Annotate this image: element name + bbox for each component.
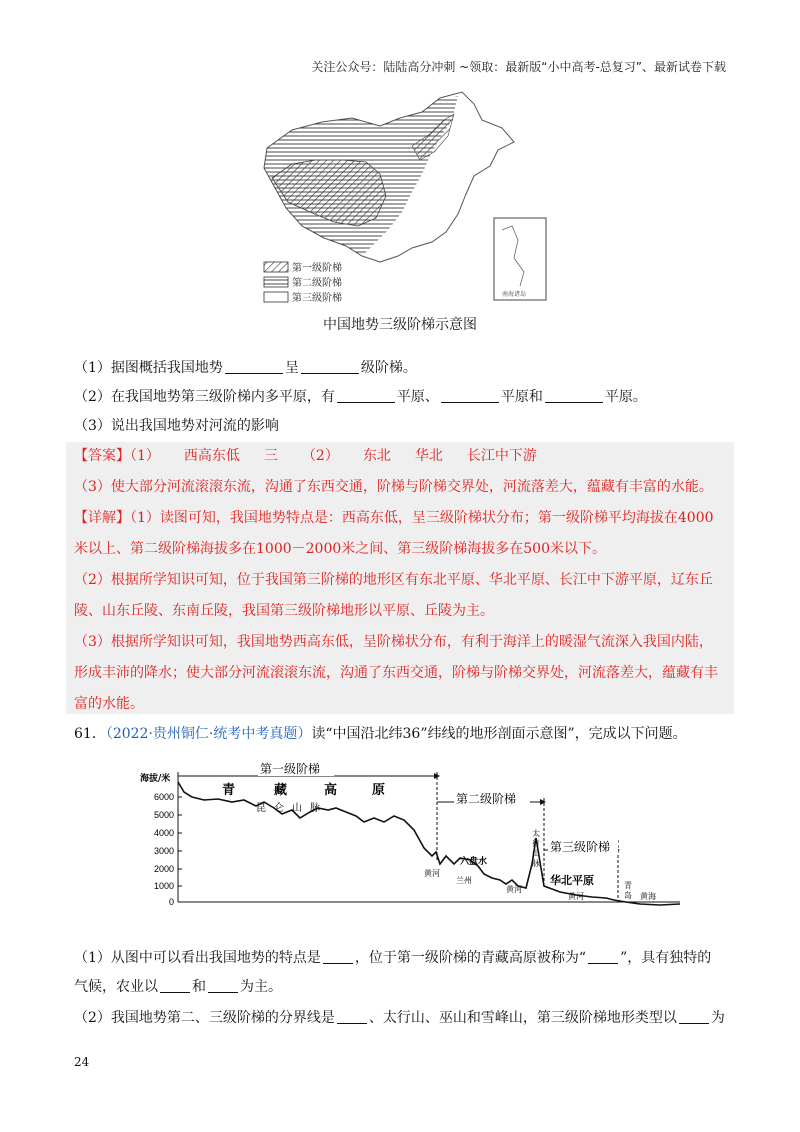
svg-text:青: 青 xyxy=(222,783,236,798)
inset-label: 南海诸岛 xyxy=(502,291,527,298)
huanghe-label-2: 黄河 xyxy=(506,885,522,894)
q60-part3: （3）说出我国地势对河流的影响 xyxy=(74,418,279,434)
svg-text:高: 高 xyxy=(324,783,338,798)
legend-swatch-second xyxy=(264,277,288,287)
svg-text:山: 山 xyxy=(292,803,302,814)
detail-line-5: （3）根据所学知识可知，我国地势西高东低，呈阶梯状分布，有利于海洋上的暖湿气流深入我国内陆， xyxy=(74,634,713,650)
svg-text:行: 行 xyxy=(532,839,540,848)
y-ticks xyxy=(154,792,174,907)
svg-text:原: 原 xyxy=(372,783,386,798)
legend-swatch-first xyxy=(264,262,288,272)
y-tick: 6000 xyxy=(153,792,174,802)
y-tick: 0 xyxy=(168,897,174,907)
huanghe-label-3: 黄河 xyxy=(568,892,584,901)
answer-line-1: 【答案】（1） 西高东低 三 （2） 东北 华北 长江中下游 xyxy=(74,448,537,464)
legend-third: 第三级阶梯 xyxy=(292,293,342,304)
taihang-label xyxy=(532,828,540,868)
q60-part2: （2）在我国地势第三级阶梯内多平原，有 平原、 平原和 平原。 xyxy=(74,389,647,405)
answer-line-2: （3）使大部分河流滚滚东流，沟通了东西交通，阶梯与阶梯交界处，河流落差大，蕴藏有丰富的水能。 xyxy=(74,479,713,495)
svg-text:脉: 脉 xyxy=(532,859,540,868)
y-axis-title: 海拔/米 xyxy=(140,774,171,784)
legend-first: 第一级阶梯 xyxy=(292,263,342,274)
map-caption: 中国地势三级阶梯示意图 xyxy=(323,317,477,333)
q60-part1: （1）据图概括我国地势 呈 级阶梯。 xyxy=(74,360,417,376)
svg-text:藏: 藏 xyxy=(274,783,288,798)
huabei-label: 华北平原 xyxy=(550,874,594,887)
y-tick: 5000 xyxy=(153,810,174,820)
terrain-profile-figure xyxy=(140,752,684,917)
svg-text:脉: 脉 xyxy=(310,803,320,814)
step3-label: 第三级阶梯 xyxy=(550,840,611,854)
svg-text:山: 山 xyxy=(532,849,540,858)
svg-text:岛: 岛 xyxy=(624,891,632,900)
detail-line-2: 米以上、第二级阶梯海拔多在1000－2000米之间、第三级阶梯海拔多在500米以下。 xyxy=(74,541,606,557)
first-step-area xyxy=(272,160,386,226)
lanzhou-label: 兰州 xyxy=(456,876,472,885)
q61-stem: 61．（2022·贵州铜仁·统考中考真题）读“中国沿北纬36”纬线的地形剖面示意图”，完成以下问题。 xyxy=(74,726,687,742)
page-number: 24 xyxy=(74,1055,90,1069)
legend-swatch-third xyxy=(264,292,288,302)
y-tick: 2000 xyxy=(153,864,174,874)
svg-text:青: 青 xyxy=(624,881,632,890)
liupan-label: 六盘水 xyxy=(460,857,488,867)
south-china-sea-inset xyxy=(494,218,546,300)
detail-line-1: 【详解】（1）读图可知，我国地势特点是：西高东低，呈三级阶梯状分布；第一级阶梯平均海拔在4000 xyxy=(74,510,714,526)
svg-text:仑: 仑 xyxy=(274,803,284,814)
y-tick: 4000 xyxy=(153,828,174,838)
svg-text:昆: 昆 xyxy=(256,803,266,814)
detail-line-7: 富的水能。 xyxy=(74,696,144,712)
svg-text:太: 太 xyxy=(532,829,540,838)
page-header: 关注公众号：陆陆高分冲刺 ~领取：最新版“小中高考-总复习”、最新试卷下载 xyxy=(311,60,726,74)
step1-label: 第一级阶梯 xyxy=(260,762,321,776)
detail-line-3: （2）根据所学知识可知，位于我国第三阶梯的地形区有东北平原、华北平原、长江中下游平原，辽东丘 xyxy=(74,572,713,588)
y-tick: 3000 xyxy=(153,846,174,856)
q61-part1-line2: 气候，农业以 和 为主。 xyxy=(74,979,282,995)
step2-label: 第二级阶梯 xyxy=(456,792,517,806)
detail-line-6: 形成丰沛的降水；使大部分河流滚滚东流，沟通了东西交通，阶梯与阶梯交界处，河流落差大，蕴藏有丰 xyxy=(74,665,718,681)
q61-part2: （2）我国地势第二、三级阶梯的分界线是 、太行山、巫山和雪峰山，第三级阶梯地形类型以 为 xyxy=(74,1010,725,1026)
legend-second: 第二级阶梯 xyxy=(292,278,342,289)
detail-line-4: 陵、山东丘陵、东南丘陵，我国第三级阶梯地形以平原、丘陵为主。 xyxy=(74,603,494,619)
q61-part1: （1）从图中可以看出我国地势的特点是 ，位于第一级阶梯的青藏高原被称为“ ”，具有独特的 xyxy=(74,950,712,966)
y-tick: 1000 xyxy=(153,881,174,891)
china-terrain-map xyxy=(262,90,552,308)
qingdao-label xyxy=(624,880,632,900)
plateau-label xyxy=(222,782,385,798)
huanghe-label-1: 黄河 xyxy=(424,869,440,878)
huanghai-label: 黄海 xyxy=(640,892,656,901)
